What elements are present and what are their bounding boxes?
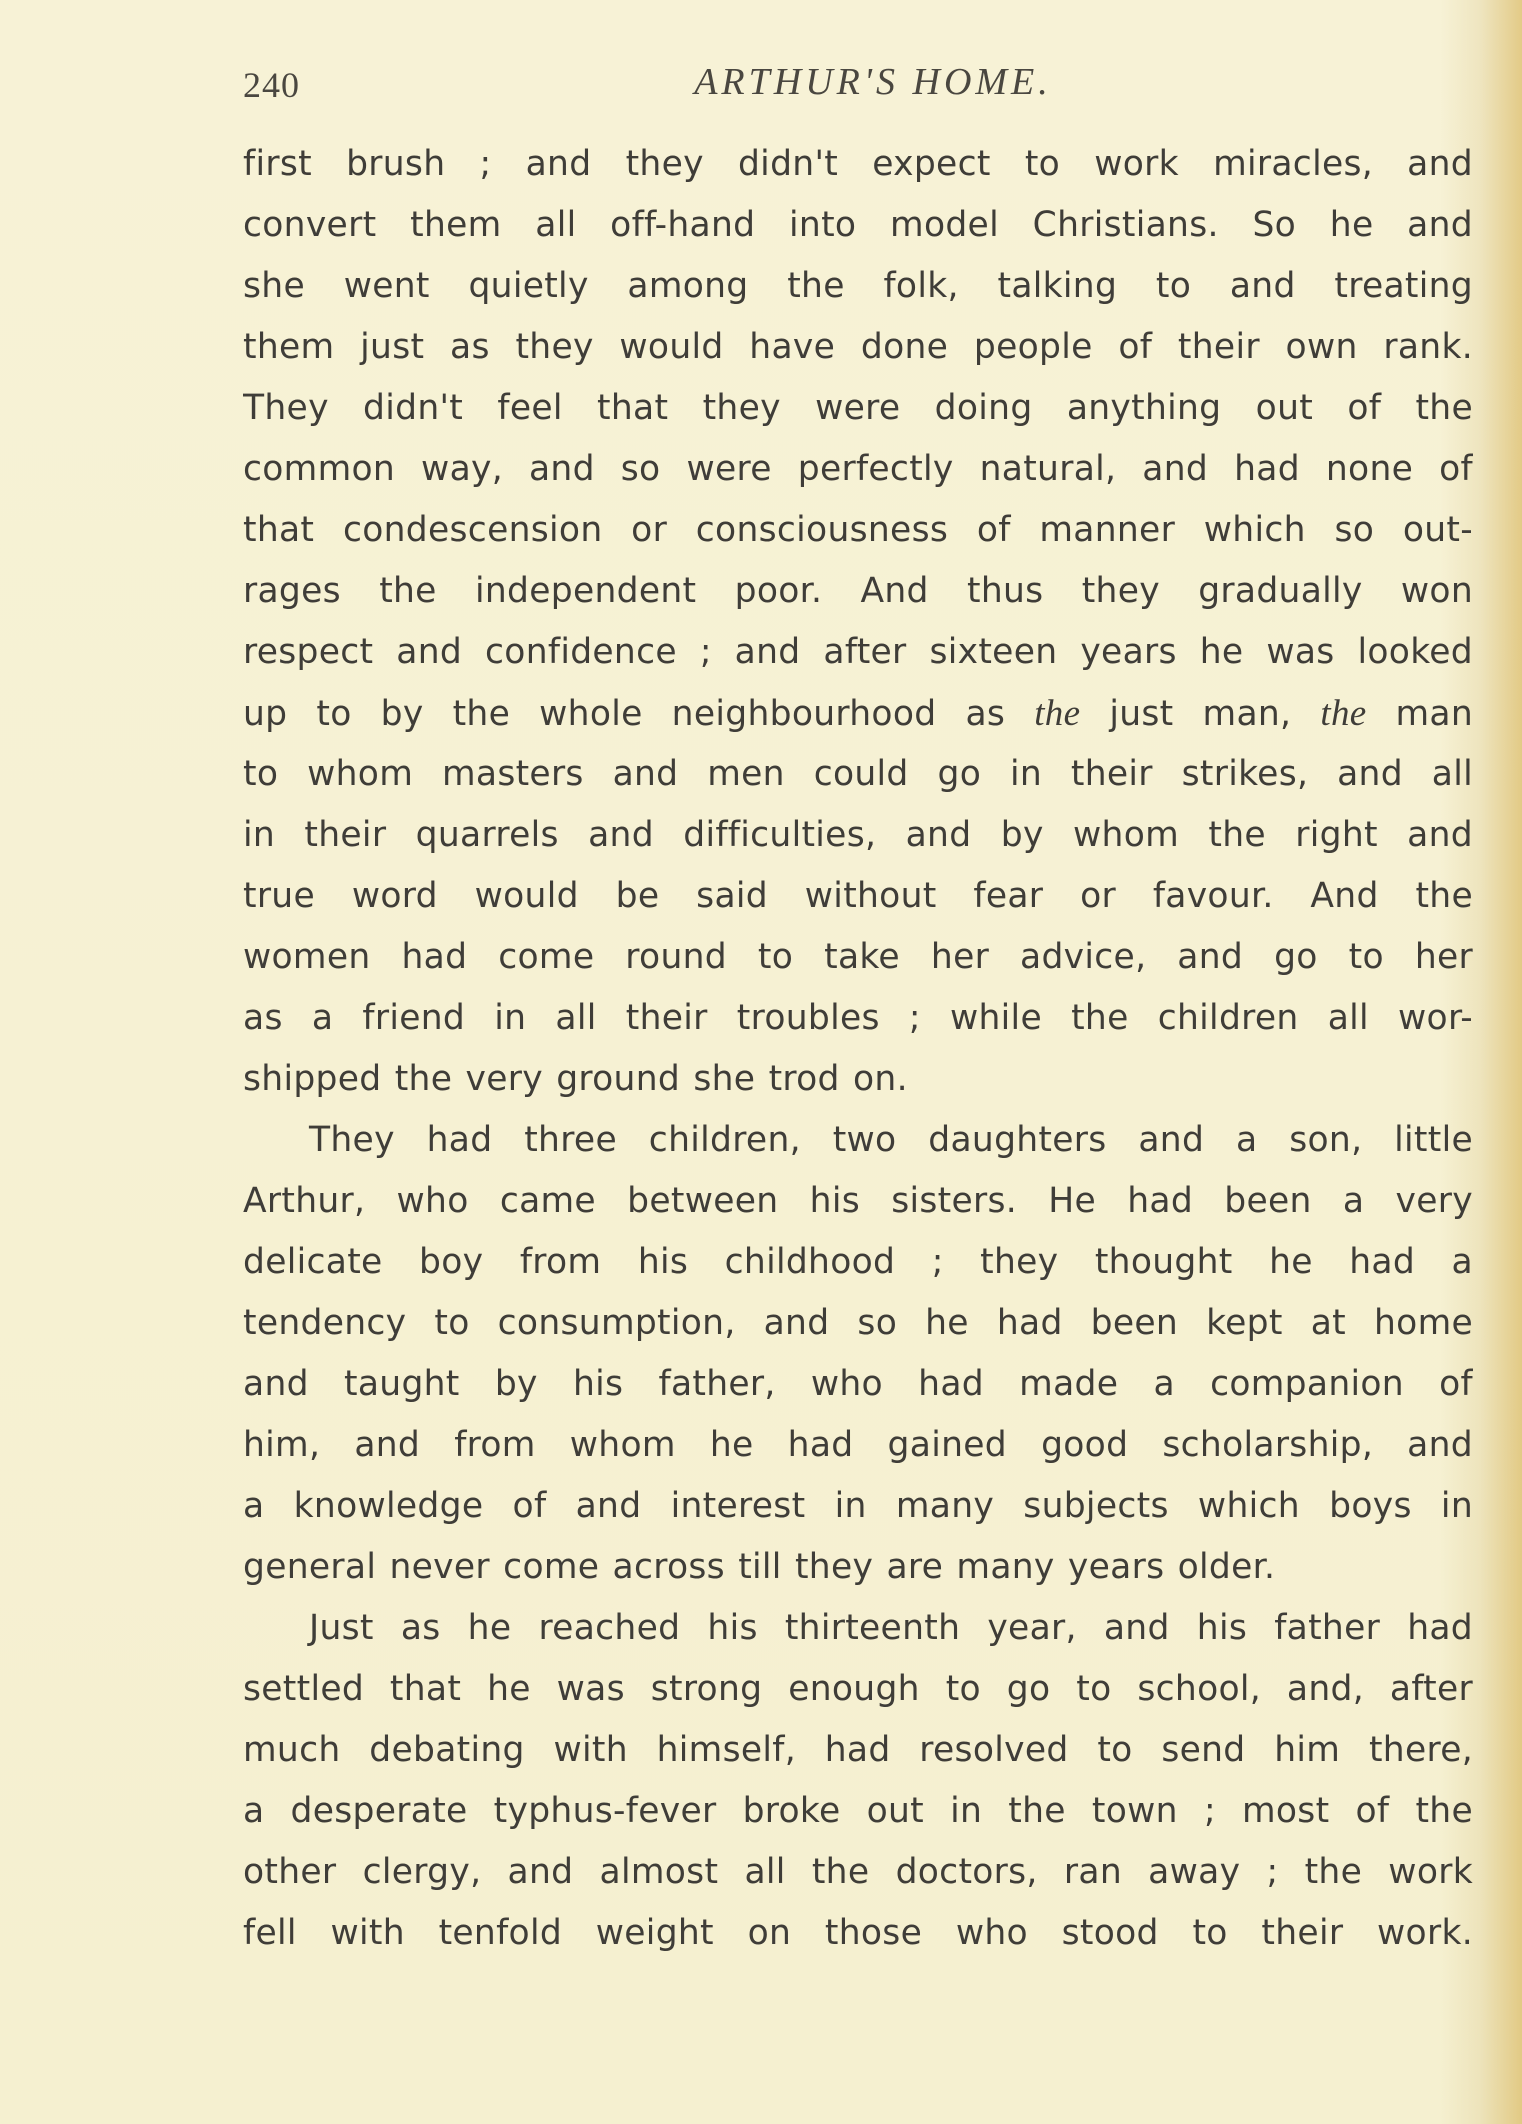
text-line: true word would be said without fear or favour. And the — [243, 876, 1473, 916]
text-line: common way, and so were perfectly natural, and had none of — [243, 449, 1473, 489]
text-line: other clergy, and almost all the doctors, ran away ; the work — [243, 1852, 1473, 1892]
text-line: a knowledge of and interest in many subjects which boys in — [243, 1486, 1473, 1526]
text-line: as a friend in all their troubles ; while the children all wor- — [243, 998, 1473, 1038]
line-segment: up to by the whole neighbourhood as — [243, 694, 1035, 734]
text-line: in their quarrels and difficulties, and by whom the right and — [243, 815, 1473, 855]
text-line: general never come across till they are many years older. — [243, 1547, 1276, 1587]
text-line: women had come round to take her advice, and go to her — [243, 937, 1473, 977]
text-line: Arthur, who came between his sisters. He had been a very — [243, 1181, 1473, 1221]
text-line: to whom masters and men could go in their strikes, and all — [243, 754, 1473, 794]
text-line: them just as they would have done people of their own rank. — [243, 327, 1473, 367]
text-line: respect and confidence ; and after sixteen years he was looked — [243, 632, 1473, 672]
text-line: much debating with himself, had resolved to send him there, — [243, 1730, 1473, 1770]
text-line: They didn't feel that they were doing anything out of the — [243, 388, 1473, 428]
text-line: tendency to consumption, and so he had been kept at home — [243, 1303, 1473, 1343]
text-line: a desperate typhus-fever broke out in the town ; most of the — [243, 1791, 1473, 1831]
running-head: ARTHUR'S HOME. — [694, 61, 1052, 103]
page-number: 240 — [243, 65, 300, 105]
text-line: convert them all off-hand into model Christians. So he and — [243, 205, 1473, 245]
text-line: that condescension or consciousness of manner which so out- — [243, 510, 1473, 550]
page-header — [243, 58, 1473, 118]
text-line: shipped the very ground she trod on. — [243, 1059, 908, 1099]
text-line: rages the independent poor. And thus they gradually won — [243, 571, 1473, 611]
text-line: first brush ; and they didn't expect to work miracles, and — [243, 144, 1473, 184]
line-segment: just man, — [1080, 694, 1321, 734]
text-line: she went quietly among the folk, talking to and treating — [243, 266, 1473, 306]
text-line: him, and from whom he had gained good scholarship, and — [243, 1425, 1473, 1465]
text-line: fell with tenfold weight on those who stood to their work. — [243, 1913, 1473, 1953]
text-line: settled that he was strong enough to go to school, and, after — [243, 1669, 1473, 1709]
text-line: and taught by his father, who had made a companion of — [243, 1364, 1473, 1404]
emphasis-the: the — [1034, 693, 1081, 734]
emphasis-the: the — [1320, 693, 1367, 734]
line-segment: man — [1366, 694, 1473, 734]
body-text — [243, 134, 1473, 1964]
text-line: delicate boy from his childhood ; they thought he had a — [243, 1242, 1473, 1282]
text-line-with-emphasis — [243, 683, 1473, 744]
paragraph-start-line: Just as he reached his thirteenth year, and his father had — [309, 1608, 1473, 1648]
paragraph-start-line: They had three children, two daughters and a son, little — [309, 1120, 1473, 1160]
